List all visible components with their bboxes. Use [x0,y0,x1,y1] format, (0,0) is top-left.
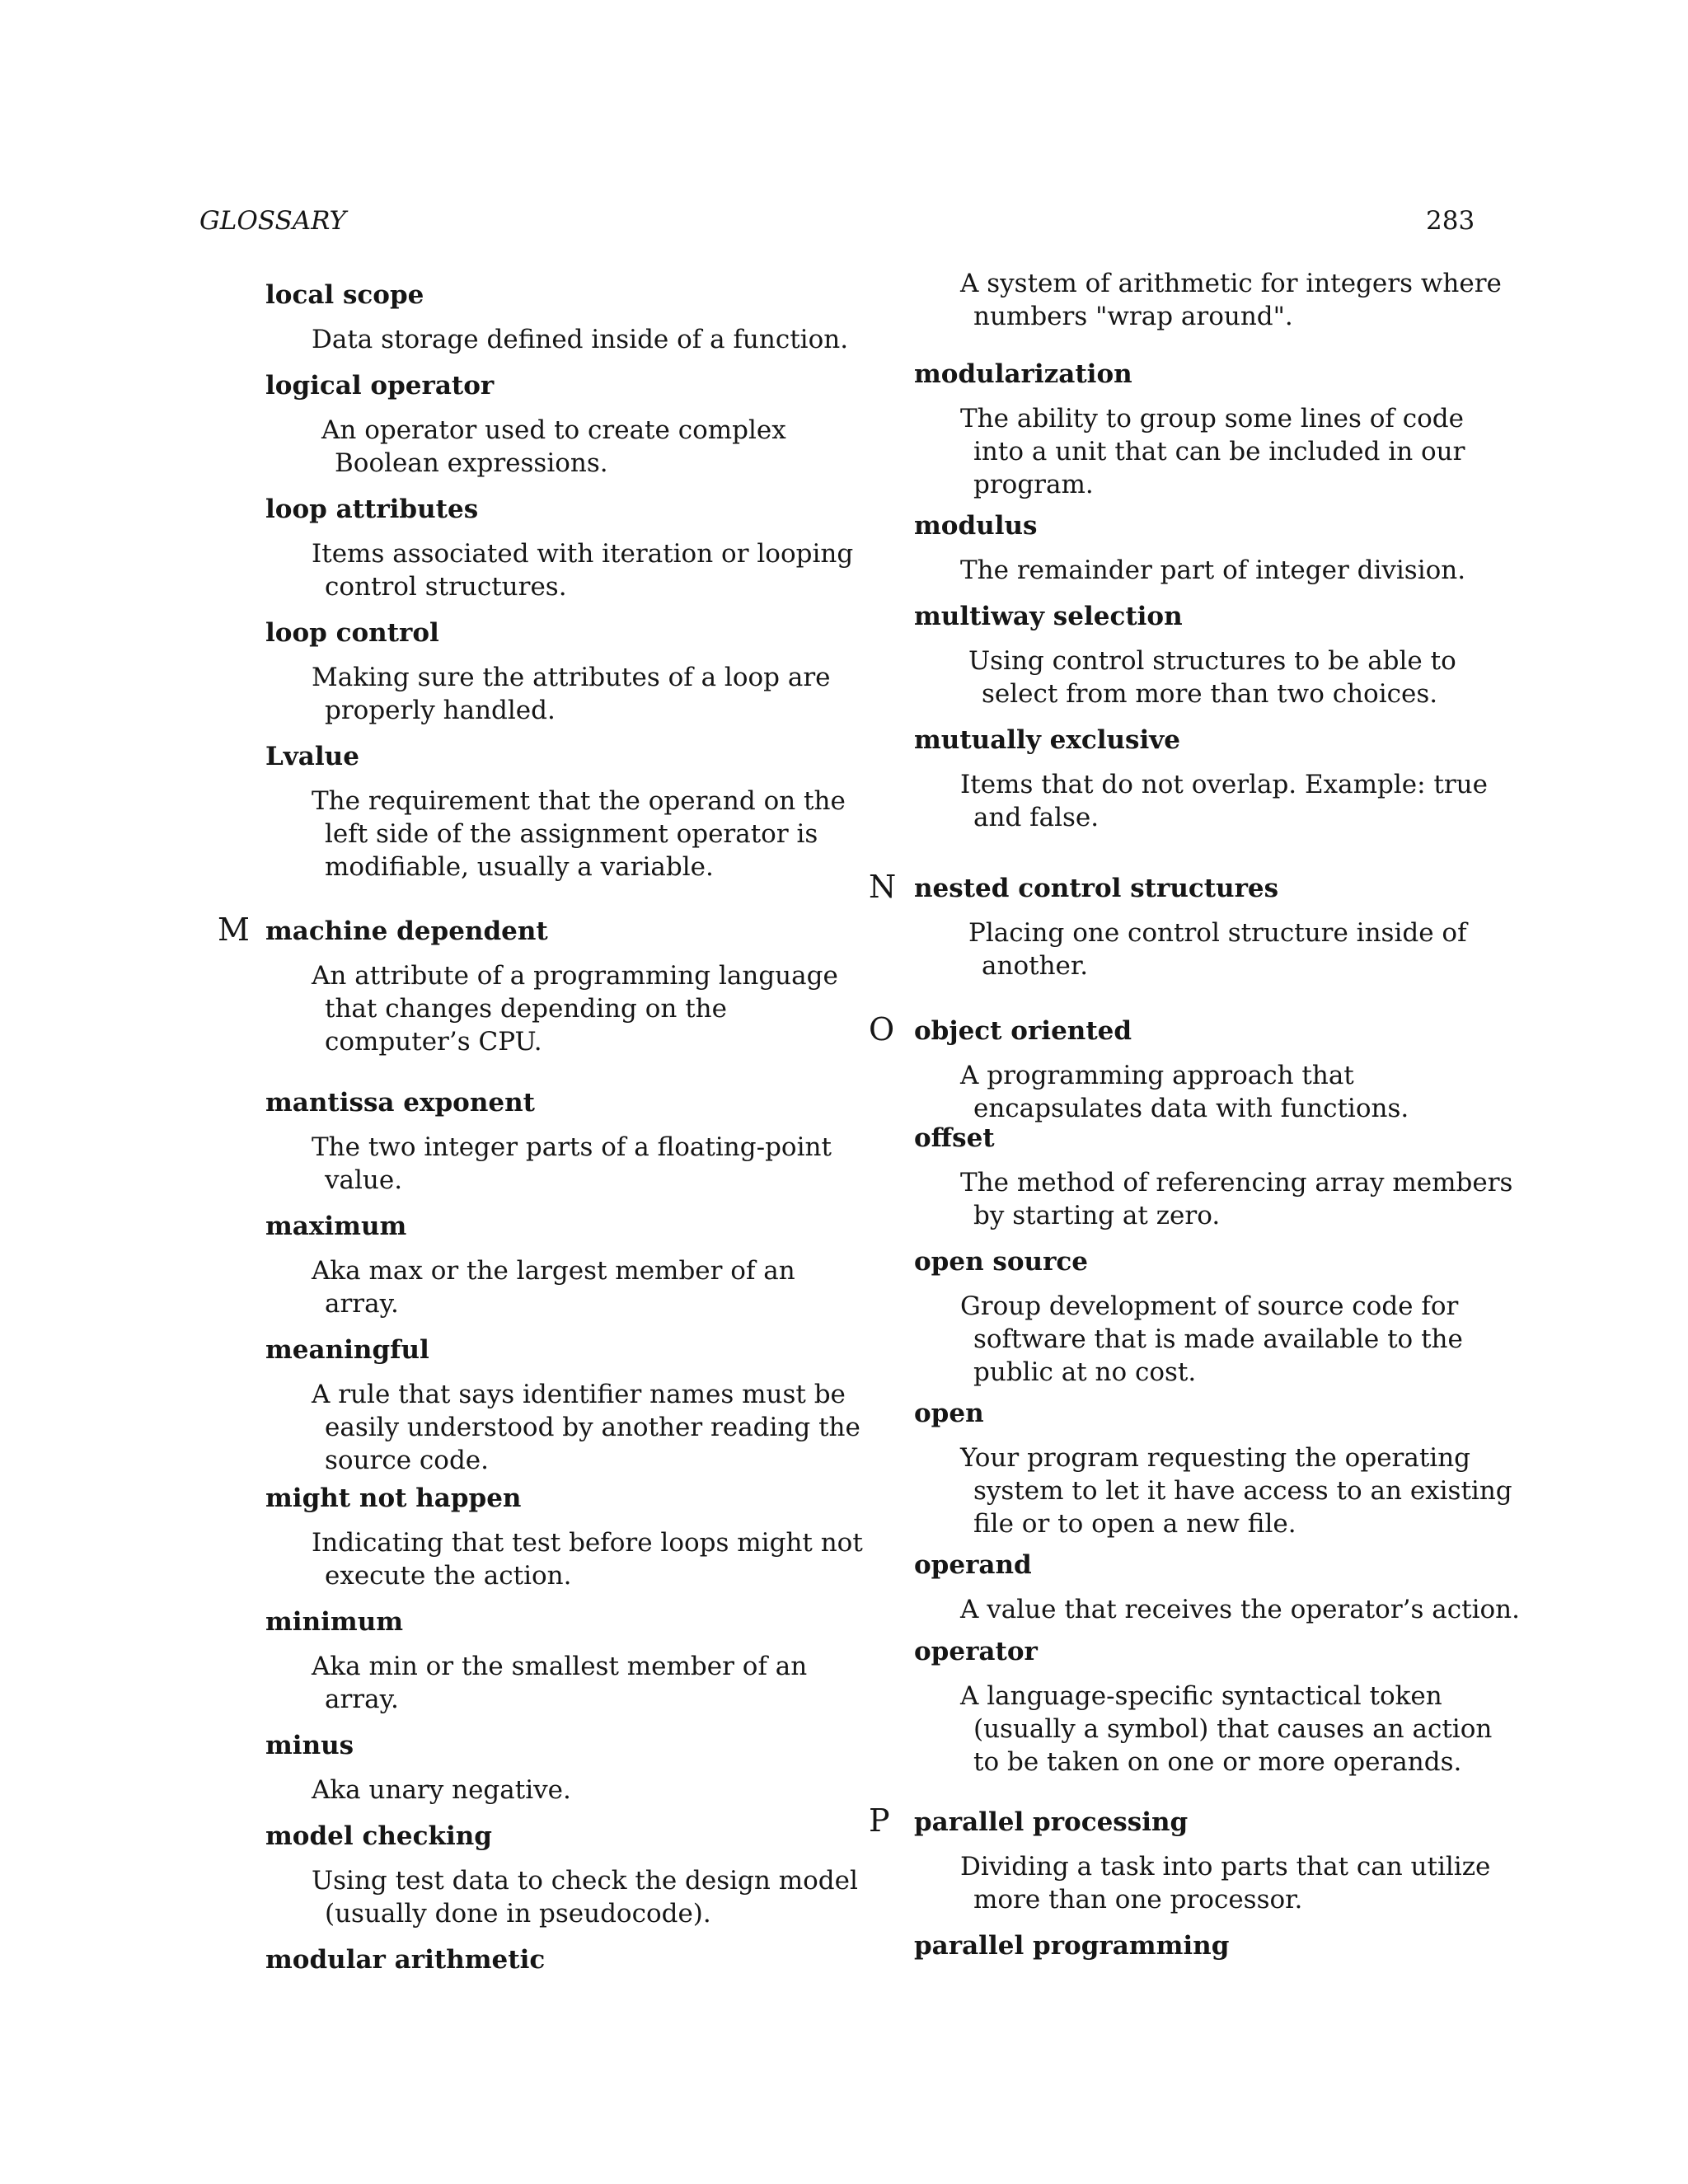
section-letter: N [869,869,897,905]
running-head-title: GLOSSARY [199,206,346,236]
glossary-definition [968,916,1467,982]
glossary-term: modular arithmetic [265,1945,546,1975]
glossary-definition [968,644,1456,710]
section-letter: M [218,912,250,948]
glossary-definition [312,1864,858,1930]
definition-line: Placing one control structure inside of [968,918,1467,948]
glossary-definition [312,1526,863,1592]
glossary-term: mantissa exponent [265,1088,535,1118]
glossary-definition [312,1774,571,1807]
glossary-term: open source [914,1247,1089,1277]
definition-line: Indicating that test before loops might not [312,1528,863,1558]
glossary-definition [960,1290,1463,1389]
definition-line: software that is made available to the [973,1324,1463,1354]
definition-line: source code. [325,1446,489,1475]
definition-line: array. [325,1685,399,1714]
glossary-term: loop attributes [265,494,479,524]
definition-line: computer’s CPU. [325,1027,542,1057]
definition-line: A system of arithmetic for integers where [960,269,1502,298]
glossary-term: operand [914,1550,1032,1580]
glossary-definition [960,1850,1490,1916]
definition-line: The method of referencing array members [960,1168,1513,1197]
definition-line: Making sure the attributes of a loop are [312,663,831,692]
definition-line: system to let it have access to an existing [973,1476,1512,1506]
definition-line: that changes depending on the [325,994,727,1024]
definition-line: A programming approach that [960,1061,1354,1090]
definition-line: select from more than two choices. [982,679,1438,709]
definition-line: Data storage defined inside of a function. [312,325,849,354]
glossary-term: multiway selection [914,602,1183,631]
definition-line: The ability to group some lines of code [960,404,1464,434]
definition-line: numbers "wrap around". [973,302,1293,331]
glossary-definition [321,414,786,480]
glossary-term: loop control [265,618,439,648]
definition-line: Your program requesting the operating [960,1443,1471,1473]
glossary-term: nested control structures [914,874,1279,903]
glossary-definition [960,267,1502,333]
glossary-definition [312,1650,807,1716]
glossary-definition [960,554,1465,587]
glossary-definition [312,1131,832,1197]
glossary-term: local scope [265,280,424,310]
definition-line: file or to open a new file. [973,1509,1296,1539]
glossary-term: Lvalue [265,742,359,771]
definition-line: Items that do not overlap. Example: true [960,770,1488,799]
glossary-term: object oriented [914,1016,1132,1046]
glossary-definition [960,1166,1512,1232]
definition-line: An operator used to create complex [321,415,786,445]
section-letter: O [869,1011,895,1047]
definition-line: (usually a symbol) that causes an action [973,1714,1493,1744]
definition-line: Dividing a task into parts that can utilize [960,1852,1491,1882]
glossary-definition [312,1254,795,1320]
definition-line: public at no cost. [973,1357,1197,1387]
definition-line: Using test data to check the design model [312,1866,858,1896]
definition-line: easily understood by another reading the [325,1413,860,1442]
definition-line: by starting at zero. [973,1201,1221,1230]
definition-line: (usually done in pseudocode). [325,1899,711,1929]
definition-line: An attribute of a programming language [312,961,838,991]
glossary-term: open [914,1399,984,1428]
glossary-term: modularization [914,359,1132,389]
glossary-definition [960,1680,1492,1779]
definition-line: and false. [973,803,1100,832]
glossary-definition [960,768,1488,834]
glossary-term: meaningful [265,1335,429,1365]
definition-line: encapsulates data with functions. [973,1094,1409,1123]
definition-line: control structures. [325,572,567,602]
definition-line: to be taken on one or more operands. [973,1747,1462,1777]
definition-line: A value that receives the operator’s action. [960,1595,1520,1624]
glossary-definition [312,661,831,727]
glossary-definition [312,1378,860,1477]
glossary-term: mutually exclusive [914,725,1181,755]
glossary-definition [312,537,853,603]
definition-line: program. [973,470,1094,499]
glossary-definition [960,1441,1512,1540]
definition-line: Using control structures to be able to [968,646,1456,676]
definition-line: The requirement that the operand on the [312,786,846,816]
glossary-term: maximum [265,1212,407,1241]
glossary-term: parallel processing [914,1807,1189,1837]
glossary-term: machine dependent [265,916,548,946]
glossary-term: might not happen [265,1483,522,1513]
definition-line: execute the action. [325,1561,572,1591]
page-number: 283 [1426,206,1475,236]
definition-line: The remainder part of integer division. [960,555,1466,585]
definition-line: A language-specific syntactical token [960,1681,1442,1711]
definition-line: Aka unary negative. [312,1775,571,1805]
glossary-definition [312,785,846,883]
section-letter: P [869,1802,890,1839]
definition-line: The two integer parts of a floating-point [312,1132,832,1162]
glossary-term: parallel programming [914,1931,1230,1961]
glossary-term: model checking [265,1821,492,1851]
glossary-definition [312,323,848,356]
definition-line: Aka min or the smallest member of an [312,1652,808,1681]
definition-line: modifiable, usually a variable. [325,852,714,882]
glossary-definition [960,1059,1409,1125]
glossary-definition [312,959,838,1058]
glossary-term: minimum [265,1607,404,1637]
definition-line: Items associated with iteration or looping [312,539,854,569]
definition-line: properly handled. [325,696,556,725]
glossary-term: logical operator [265,371,495,401]
glossary-definition [960,402,1465,501]
definition-line: array. [325,1289,399,1319]
definition-line: A rule that says identifier names must be [312,1380,846,1409]
definition-line: value. [325,1165,403,1195]
glossary-term: operator [914,1637,1038,1666]
definition-line: Aka max or the largest member of an [312,1256,795,1286]
definition-line: left side of the assignment operator is [325,819,818,849]
glossary-term: offset [914,1123,995,1153]
definition-line: Group development of source code for [960,1291,1459,1321]
definition-line: more than one processor. [973,1885,1303,1915]
glossary-term: modulus [914,511,1038,541]
definition-line: into a unit that can be included in our [973,437,1465,466]
glossary-definition [960,1593,1520,1626]
definition-line: another. [982,951,1089,981]
glossary-term: minus [265,1731,354,1760]
definition-line: Boolean expressions. [335,448,608,478]
